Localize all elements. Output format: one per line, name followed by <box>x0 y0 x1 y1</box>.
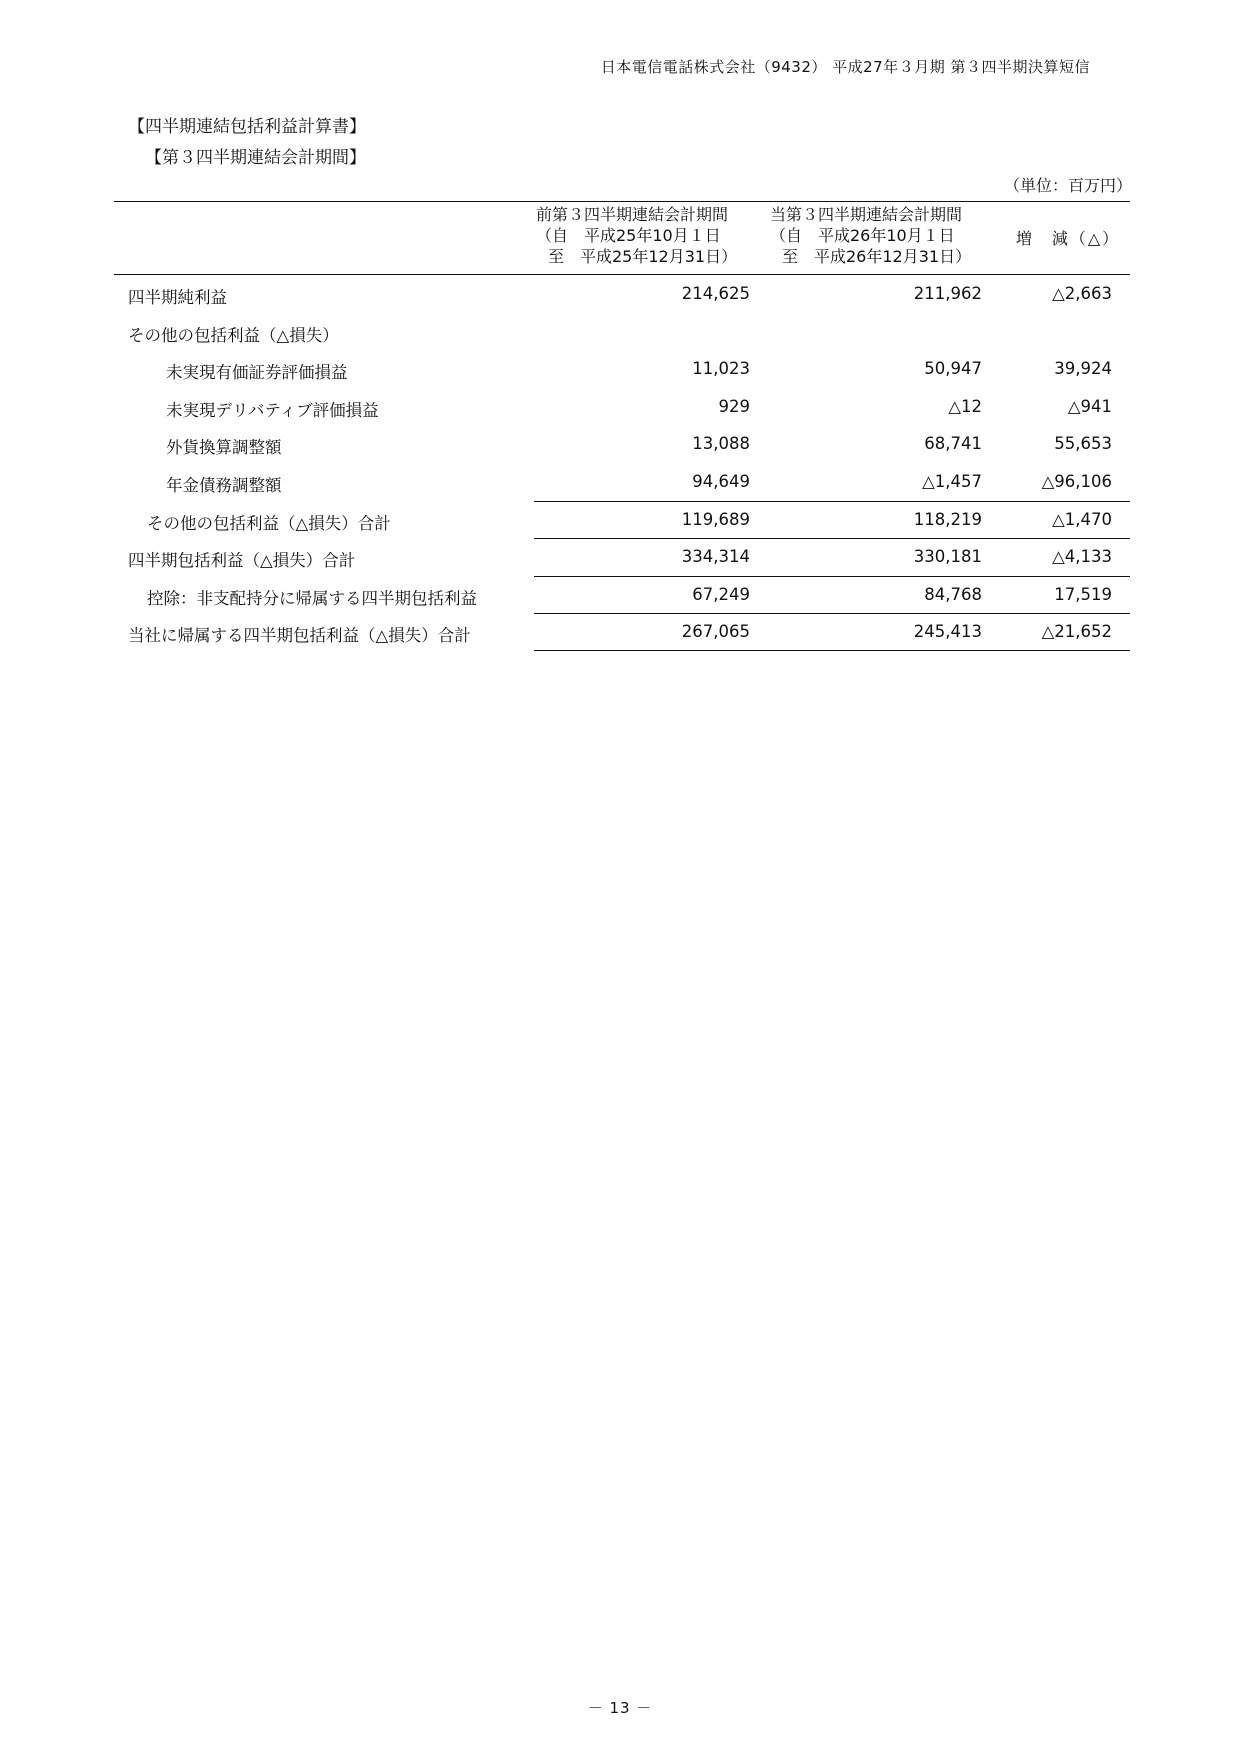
value-diff: 55,653 <box>1054 434 1112 454</box>
value-curr: 68,741 <box>924 434 982 454</box>
value-prev: 119,689 <box>681 509 750 529</box>
subtotal-divider <box>534 501 1130 502</box>
value-diff: △96,106 <box>1041 471 1112 491</box>
table-row <box>114 538 1130 576</box>
unit-note: （単位：百万円） <box>1003 176 1132 195</box>
row-label: 当社に帰属する四半期包括利益（△損失）合計 <box>128 626 471 646</box>
column-header-current-period <box>770 204 996 267</box>
table-row <box>114 313 1130 351</box>
value-prev: 334,314 <box>681 547 750 567</box>
subtotal-divider <box>534 613 1130 614</box>
column-header-line: 前第３四半期連結会計期間 <box>536 205 729 224</box>
row-label: 四半期純利益 <box>128 288 227 307</box>
value-diff: 17,519 <box>1054 584 1112 604</box>
table-header <box>114 202 1130 275</box>
value-diff: △4,133 <box>1052 547 1112 567</box>
table-row <box>114 576 1130 614</box>
sub-title: 【第３四半期連結会計期間】 <box>145 148 366 168</box>
value-prev: 94,649 <box>692 471 750 491</box>
document-header: 日本電信電話株式会社（9432） 平成27年３月期 第３四半期決算短信 <box>600 58 1090 76</box>
value-curr: 84,768 <box>924 584 982 604</box>
value-curr: 50,947 <box>924 359 982 379</box>
column-header-line: 至 平成26年12月31日） <box>782 247 972 266</box>
row-label: 四半期包括利益（△損失）合計 <box>128 551 356 571</box>
column-header-line: （自 平成26年10月１日 <box>770 226 955 245</box>
subtotal-divider <box>534 576 1130 577</box>
column-header-prev-period <box>536 204 762 267</box>
table-row <box>114 501 1130 539</box>
table-row <box>114 388 1130 426</box>
row-label: その他の包括利益（△損失） <box>128 325 339 345</box>
value-prev: 214,625 <box>681 284 750 303</box>
row-label: その他の包括利益（△損失）合計 <box>147 513 391 533</box>
total-underline <box>534 650 1130 651</box>
table-row <box>114 275 1130 313</box>
row-label: 外貨換算調整額 <box>166 438 282 458</box>
section-title: 【四半期連結包括利益計算書】 <box>128 117 366 137</box>
row-label: 未実現デリバティブ評価損益 <box>166 400 379 420</box>
value-prev: 13,088 <box>692 434 750 454</box>
column-header-line: 当第３四半期連結会計期間 <box>770 205 963 224</box>
page-number: － 13 － <box>587 1699 653 1717</box>
subtotal-divider <box>534 538 1130 539</box>
row-label: 未実現有価証券評価損益 <box>166 363 348 383</box>
value-diff: △1,470 <box>1052 509 1112 529</box>
value-curr: △1,457 <box>922 471 982 491</box>
column-header-line: （自 平成25年10月１日 <box>536 226 721 245</box>
value-diff: △2,663 <box>1052 284 1112 303</box>
row-label: 控除：非支配持分に帰属する四半期包括利益 <box>147 588 477 608</box>
value-diff: △21,652 <box>1041 622 1112 642</box>
value-curr: 118,219 <box>913 509 982 529</box>
value-curr: 245,413 <box>913 622 982 642</box>
value-prev: 11,023 <box>692 359 750 379</box>
table-row <box>114 463 1130 501</box>
value-prev: 267,065 <box>681 622 750 642</box>
value-curr: 211,962 <box>913 284 982 303</box>
value-diff: △941 <box>1067 396 1112 416</box>
row-label: 年金債務調整額 <box>166 475 282 495</box>
table-row <box>114 425 1130 463</box>
column-header-line: 至 平成25年12月31日） <box>548 247 738 266</box>
comprehensive-income-table <box>114 201 1130 651</box>
value-curr: 330,181 <box>913 547 982 567</box>
table-row <box>114 613 1130 651</box>
value-curr: △12 <box>948 396 982 416</box>
table-row <box>114 350 1130 388</box>
value-diff: 39,924 <box>1054 359 1112 379</box>
value-prev: 67,249 <box>692 584 750 604</box>
value-prev: 929 <box>718 396 750 416</box>
column-header-diff: 増 減（△） <box>1015 229 1121 248</box>
